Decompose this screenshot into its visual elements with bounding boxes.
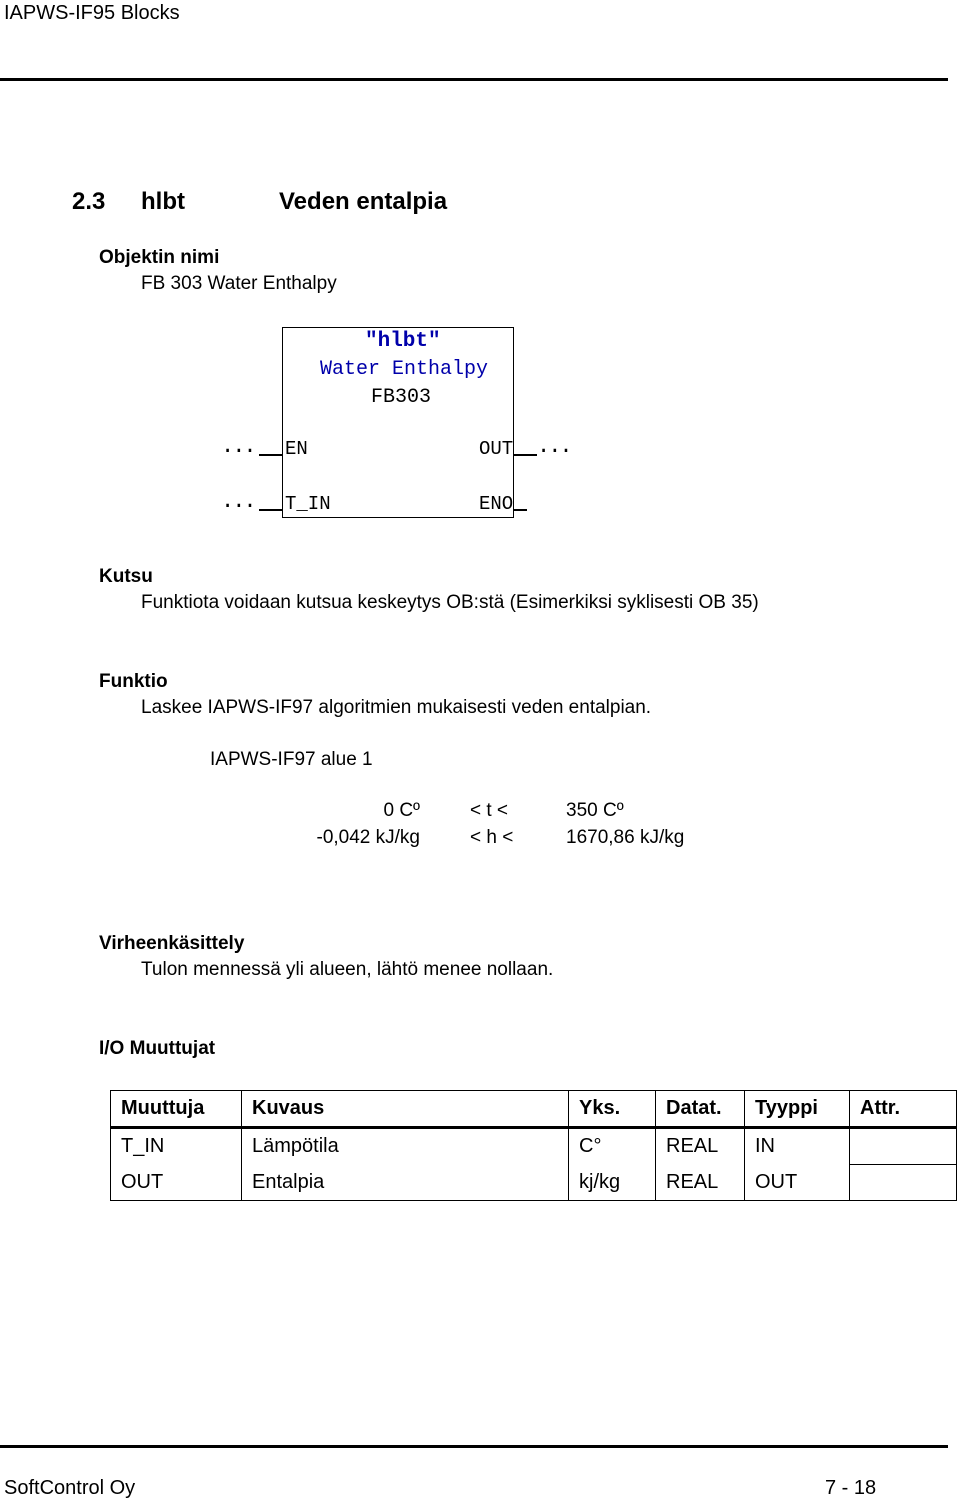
- table-cell: kj/kg: [569, 1165, 656, 1201]
- function-heading: Funktio: [99, 671, 168, 692]
- input-placeholder-t-in: ...: [221, 489, 255, 514]
- col-header: Attr.: [850, 1091, 957, 1128]
- table-row: [111, 1165, 957, 1201]
- wire-en: [259, 454, 282, 456]
- wire-eno: [514, 509, 527, 511]
- range-title: IAPWS-IF97 alue 1: [210, 749, 373, 770]
- function-block: [282, 327, 514, 518]
- range-t-low: 0 Cº: [383, 800, 420, 821]
- col-header: Yks.: [569, 1091, 656, 1128]
- header-rule: [0, 78, 948, 81]
- pin-eno: ENO: [479, 493, 514, 515]
- output-placeholder-out: ...: [537, 434, 571, 459]
- table-cell: REAL: [656, 1128, 745, 1165]
- section-code: hlbt: [141, 188, 185, 215]
- input-placeholder-en: ...: [221, 434, 255, 459]
- pin-out: OUT: [479, 438, 514, 460]
- wire-t-in: [259, 509, 282, 511]
- range-t-op: < t <: [470, 800, 509, 821]
- table-cell: T_IN: [111, 1128, 242, 1165]
- function-text: Laskee IAPWS-IF97 algoritmien mukaisesti veden entalpian.: [141, 697, 652, 718]
- table-cell: Lämpötila: [242, 1128, 569, 1165]
- footer-company: SoftControl Oy: [4, 1477, 136, 1499]
- section-title: Veden entalpia: [279, 188, 448, 215]
- table-cell: OUT: [111, 1165, 242, 1201]
- table-cell: OUT: [745, 1165, 850, 1201]
- pin-en: EN: [285, 438, 308, 460]
- page-header-title: IAPWS-IF95 Blocks: [4, 2, 180, 24]
- range-h-high: 1670,86 kJ/kg: [566, 827, 685, 848]
- range-t-high: 350 Cº: [566, 800, 624, 821]
- range-h-low: -0,042 kJ/kg: [316, 827, 420, 848]
- error-text: Tulon mennessä yli alueen, lähtö menee nollaan.: [141, 959, 554, 980]
- fb-name: "hlbt": [365, 330, 441, 353]
- table-cell: REAL: [656, 1165, 745, 1201]
- col-header: Kuvaus: [242, 1091, 569, 1128]
- fb-number: FB303: [371, 386, 432, 409]
- table-cell: [850, 1165, 957, 1201]
- io-heading: I/O Muuttujat: [99, 1038, 216, 1059]
- footer-rule: [0, 1445, 948, 1448]
- object-name-heading: Objektin nimi: [99, 247, 220, 268]
- call-heading: Kutsu: [99, 566, 153, 587]
- wire-out: [514, 454, 537, 456]
- object-name-value: FB 303 Water Enthalpy: [141, 273, 337, 294]
- table-cell: IN: [745, 1128, 850, 1165]
- col-header: Datat.: [656, 1091, 745, 1128]
- range-h-op: < h <: [470, 827, 514, 848]
- fb-comment: Water Enthalpy: [320, 358, 489, 381]
- io-table-header: [111, 1091, 957, 1128]
- section-number: 2.3: [72, 188, 106, 215]
- col-header: Tyyppi: [745, 1091, 850, 1128]
- io-table: [110, 1090, 957, 1201]
- footer-page-number: 7 - 18: [825, 1477, 877, 1499]
- table-cell: Entalpia: [242, 1165, 569, 1201]
- call-text: Funktiota voidaan kutsua keskeytys OB:stä (Esimerkiksi syklisesti OB 35): [141, 592, 759, 613]
- table-row: [111, 1128, 957, 1165]
- col-header: Muuttuja: [111, 1091, 242, 1128]
- table-cell: C°: [569, 1128, 656, 1165]
- pin-t-in: T_IN: [285, 493, 331, 515]
- table-cell: [850, 1128, 957, 1165]
- error-heading: Virheenkäsittely: [99, 933, 245, 954]
